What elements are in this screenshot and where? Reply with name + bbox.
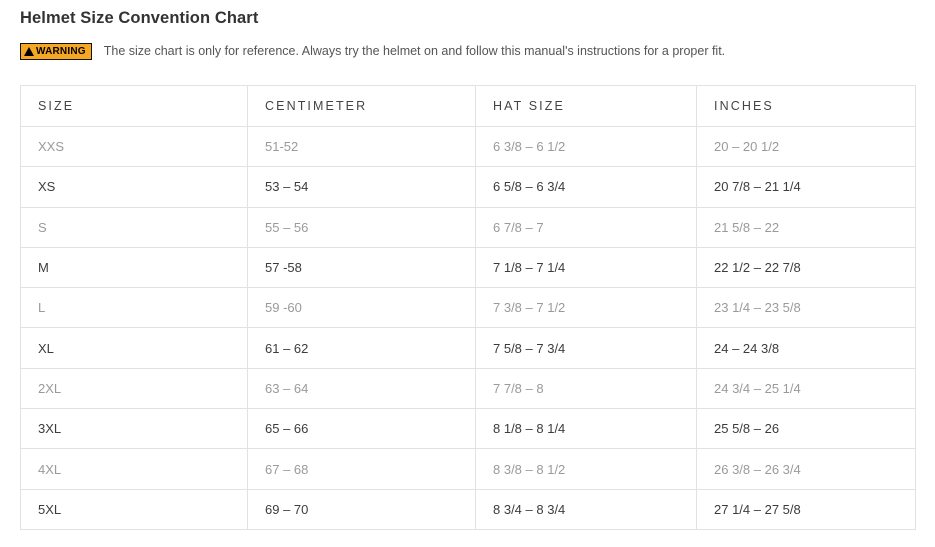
cell-inches: 23 1/4 – 23 5/8 xyxy=(697,288,916,328)
size-conversion-table xyxy=(20,85,916,530)
cell-inches: 24 – 24 3/8 xyxy=(697,328,916,368)
cell-size: 5XL xyxy=(21,489,248,529)
table-row xyxy=(21,409,916,449)
cell-size: 3XL xyxy=(21,409,248,449)
cell-centimeter: 65 – 66 xyxy=(248,409,476,449)
cell-hat-size: 6 5/8 – 6 3/4 xyxy=(476,167,697,207)
cell-inches: 20 – 20 1/2 xyxy=(697,127,916,167)
cell-size: XXS xyxy=(21,127,248,167)
cell-size: XL xyxy=(21,328,248,368)
cell-centimeter: 61 – 62 xyxy=(248,328,476,368)
column-header-hat-size: HAT SIZE xyxy=(476,86,697,127)
cell-centimeter: 53 – 54 xyxy=(248,167,476,207)
table-row xyxy=(21,288,916,328)
cell-size: XS xyxy=(21,167,248,207)
cell-inches: 22 1/2 – 22 7/8 xyxy=(697,247,916,287)
cell-centimeter: 59 -60 xyxy=(248,288,476,328)
page-title: Helmet Size Convention Chart xyxy=(20,9,259,27)
cell-size: M xyxy=(21,247,248,287)
cell-size: 2XL xyxy=(21,368,248,408)
cell-inches: 26 3/8 – 26 3/4 xyxy=(697,449,916,489)
cell-inches: 21 5/8 – 22 xyxy=(697,207,916,247)
table-row xyxy=(21,207,916,247)
table-row xyxy=(21,489,916,529)
cell-hat-size: 7 3/8 – 7 1/2 xyxy=(476,288,697,328)
cell-inches: 20 7/8 – 21 1/4 xyxy=(697,167,916,207)
column-header-size: SIZE xyxy=(21,86,248,127)
cell-centimeter: 55 – 56 xyxy=(248,207,476,247)
warning-triangle-icon xyxy=(24,47,34,56)
table-row xyxy=(21,127,916,167)
table-row xyxy=(21,449,916,489)
cell-hat-size: 7 1/8 – 7 1/4 xyxy=(476,247,697,287)
cell-inches: 25 5/8 – 26 xyxy=(697,409,916,449)
cell-inches: 27 1/4 – 27 5/8 xyxy=(697,489,916,529)
column-header-inches: INCHES xyxy=(697,86,916,127)
cell-hat-size: 6 3/8 – 6 1/2 xyxy=(476,127,697,167)
cell-centimeter: 63 – 64 xyxy=(248,368,476,408)
table-row xyxy=(21,167,916,207)
cell-centimeter: 51-52 xyxy=(248,127,476,167)
warning-badge xyxy=(20,43,92,60)
warning-notice xyxy=(20,42,915,60)
table-row xyxy=(21,368,916,408)
cell-hat-size: 8 1/8 – 8 1/4 xyxy=(476,409,697,449)
cell-centimeter: 57 -58 xyxy=(248,247,476,287)
cell-size: 4XL xyxy=(21,449,248,489)
table-row xyxy=(21,247,916,287)
column-header-centimeter: CENTIMETER xyxy=(248,86,476,127)
table-header-row xyxy=(21,86,916,127)
cell-hat-size: 7 7/8 – 8 xyxy=(476,368,697,408)
table-row xyxy=(21,328,916,368)
cell-centimeter: 67 – 68 xyxy=(248,449,476,489)
cell-size: L xyxy=(21,288,248,328)
cell-size: S xyxy=(21,207,248,247)
cell-centimeter: 69 – 70 xyxy=(248,489,476,529)
notice-text: The size chart is only for reference. Always try the helmet on and follow this manual's instructions for a proper fit. xyxy=(103,43,726,58)
cell-hat-size: 7 5/8 – 7 3/4 xyxy=(476,328,697,368)
cell-hat-size: 6 7/8 – 7 xyxy=(476,207,697,247)
warning-badge-label: WARNING xyxy=(36,45,86,57)
cell-hat-size: 8 3/8 – 8 1/2 xyxy=(476,449,697,489)
cell-hat-size: 8 3/4 – 8 3/4 xyxy=(476,489,697,529)
cell-inches: 24 3/4 – 25 1/4 xyxy=(697,368,916,408)
